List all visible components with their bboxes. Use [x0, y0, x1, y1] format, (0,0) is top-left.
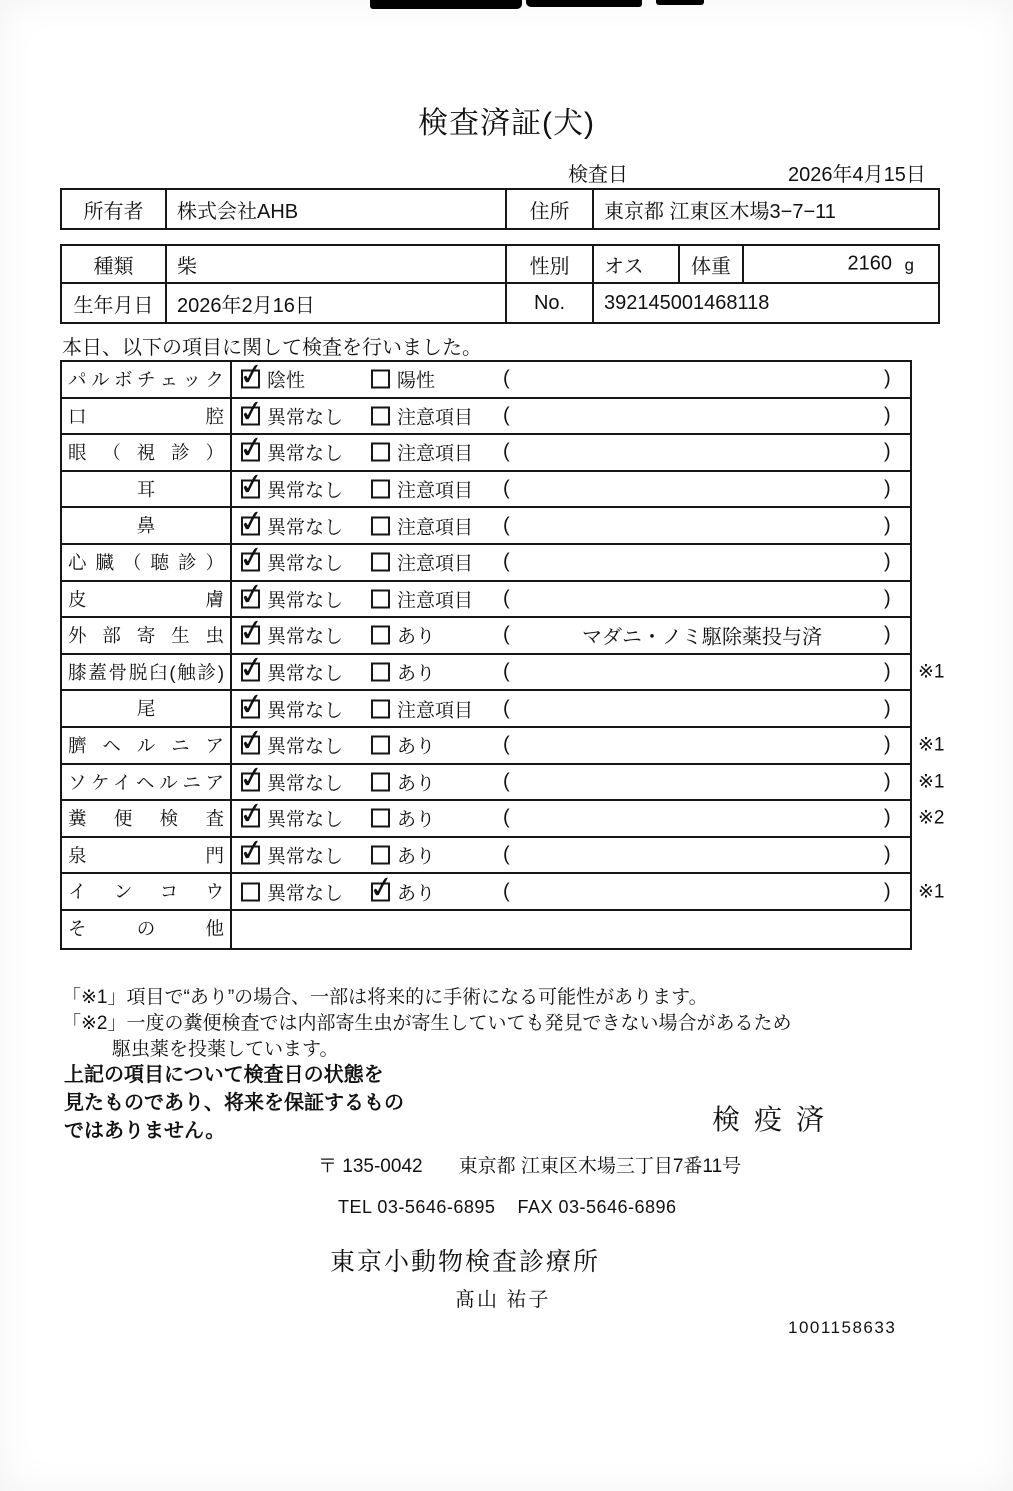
scan-artifact	[656, 0, 704, 5]
birthdate-value: 2026年2月16日	[167, 284, 507, 322]
checkbox-icon	[371, 699, 390, 718]
checklist-row	[62, 545, 910, 582]
option-1-label: 異常なし	[267, 809, 344, 831]
checkbox-icon	[241, 443, 260, 462]
breed-sex-weight-row	[62, 246, 938, 284]
option-2-label: あり	[397, 883, 436, 905]
checklist-row-label: パルボチェック	[62, 362, 232, 397]
option-1-group	[241, 366, 305, 393]
disclaimer-line-1: 上記の項目について検査日の状態を	[64, 1064, 384, 1086]
footnote-mark: ※1	[918, 771, 945, 793]
option-1-group	[241, 695, 343, 722]
checklist-row-content	[232, 838, 910, 873]
checklist-row	[62, 801, 945, 838]
checklist-row-label: その他	[62, 911, 232, 948]
checklist-row-content	[232, 911, 910, 948]
checklist-row-label: 耳	[62, 472, 232, 507]
checklist-row-label: 鼻	[62, 508, 232, 543]
checklist-row-content	[232, 362, 910, 397]
footnote-mark: ※1	[918, 661, 945, 683]
checklist-row	[62, 874, 945, 911]
option-2-label: 陽性	[397, 370, 436, 392]
option-1-label: 陰性	[267, 370, 306, 392]
checklist-row-label: 皮膚	[62, 582, 232, 617]
checkbox-icon	[241, 553, 260, 572]
checkbox-icon	[371, 516, 390, 535]
paren-open: (	[503, 843, 510, 866]
paren-close: )	[884, 880, 891, 903]
checkbox-icon	[241, 516, 260, 535]
paren-close: )	[884, 770, 891, 793]
checkbox-icon	[371, 553, 390, 572]
quarantine-stamp: 検疫済	[712, 1104, 839, 1135]
checklist-row	[62, 435, 910, 472]
checkbox-icon	[241, 699, 260, 718]
paren-content: マダニ・ノミ駆除薬投与済	[582, 626, 822, 649]
paren-close: )	[884, 367, 891, 390]
checkbox-icon	[241, 370, 260, 389]
checklist-row-content	[232, 472, 910, 507]
option-1-label: 異常なし	[267, 517, 344, 539]
checklist-row	[62, 655, 945, 692]
clinic-address-line	[318, 1151, 741, 1178]
disclaimer-line-2: 見たものであり、将来を保証するもの	[64, 1092, 404, 1114]
checkbox-icon	[371, 772, 390, 791]
checklist-row-content	[232, 435, 910, 470]
checklist-row-content	[232, 399, 910, 434]
footnote-1: 「※1」項目で“あり”の場合、一部は将来的に手術になる可能性があります。	[62, 987, 708, 1008]
option-2-label: 注意項目	[397, 700, 474, 722]
option-1-label: 異常なし	[267, 480, 344, 502]
intro-sentence: 本日、以下の項目に関して検査を行いました。	[62, 337, 482, 359]
option-1-group	[241, 622, 343, 649]
checklist-row-content	[232, 655, 910, 690]
checklist-row-label: 糞便検査	[62, 801, 232, 836]
option-2-label: 注意項目	[397, 590, 474, 612]
paren-open: (	[503, 880, 510, 903]
option-1-label: 異常なし	[267, 443, 344, 465]
checklist-row-content	[232, 545, 910, 580]
option-1-group	[241, 805, 343, 832]
paren-open: (	[503, 367, 510, 390]
no-label: No.	[507, 284, 594, 322]
serial-number: 1001158633	[788, 1318, 897, 1337]
option-2-group	[371, 732, 435, 759]
birth-no-row	[62, 284, 938, 322]
option-2-group	[371, 842, 435, 869]
checkbox-icon	[241, 882, 260, 901]
option-1-label: 異常なし	[267, 553, 344, 575]
option-2-label: 注意項目	[397, 553, 474, 575]
footnote-mark: ※1	[918, 734, 945, 756]
paren-close: )	[884, 440, 891, 463]
inspection-date-value: 2026年4月15日	[788, 164, 926, 186]
option-1-group	[241, 439, 343, 466]
paren-close: )	[884, 660, 891, 683]
checklist-row	[62, 838, 910, 875]
option-1-group	[241, 512, 343, 539]
footnote-mark: ※2	[918, 807, 945, 829]
option-2-group	[371, 402, 473, 429]
checkbox-icon	[371, 589, 390, 608]
footnote-mark: ※1	[918, 881, 945, 903]
checklist-row-content	[232, 582, 910, 617]
checkbox-icon	[371, 663, 390, 682]
address-label: 住所	[507, 190, 594, 228]
disclaimer-line-3: ではありません。	[64, 1120, 226, 1142]
checkbox-icon	[371, 736, 390, 755]
option-2-label: 注意項目	[397, 407, 474, 429]
option-1-group	[241, 732, 343, 759]
option-2-group	[371, 622, 435, 649]
option-1-label: 異常なし	[267, 883, 344, 905]
clinic-phone-line	[338, 1197, 677, 1218]
paren-open: (	[503, 806, 510, 829]
no-value: 392145001468118	[604, 291, 770, 314]
owner-row	[62, 190, 938, 228]
paren-close: )	[884, 806, 891, 829]
option-1-group	[241, 842, 343, 869]
clinic-name: 東京小動物検査診療所	[330, 1248, 601, 1276]
paren-close: )	[884, 550, 891, 573]
checklist-row-label: 臍ヘルニア	[62, 728, 232, 763]
weight-value-cell	[744, 246, 938, 282]
option-1-group	[241, 659, 343, 686]
checkbox-icon	[241, 809, 260, 828]
checklist-row-label: 膝蓋骨脱臼(触診)	[62, 655, 232, 690]
option-2-group	[371, 549, 473, 576]
scan-artifact	[526, 0, 642, 7]
paren-open: (	[503, 697, 510, 720]
sex-label: 性別	[507, 246, 594, 282]
checklist-row-content	[232, 801, 910, 836]
paren-close: )	[884, 697, 891, 720]
owner-value: 株式会社AHB	[167, 190, 507, 228]
option-2-label: あり	[397, 773, 436, 795]
paren-close: )	[884, 623, 891, 646]
checklist-row	[62, 362, 910, 399]
weight-label: 体重	[680, 246, 744, 282]
checkbox-icon	[241, 480, 260, 499]
footnote-2: 「※2」一度の糞便検査では内部寄生虫が寄生していても発見できない場合があるため	[62, 1013, 792, 1034]
checklist-row	[62, 728, 945, 765]
paren-close: )	[884, 477, 891, 500]
checklist-row	[62, 582, 910, 619]
weight-value: 2160	[847, 252, 892, 275]
checkbox-icon	[371, 626, 390, 645]
checkbox-icon	[241, 736, 260, 755]
option-2-label: あり	[397, 846, 436, 868]
option-1-group	[241, 402, 343, 429]
checkbox-icon	[241, 772, 260, 791]
checklist-row	[62, 618, 910, 655]
footnote-2-continued: 駆虫薬を投薬しています。	[112, 1039, 339, 1060]
option-2-group	[371, 878, 435, 905]
checkbox-icon	[371, 809, 390, 828]
disclaimer-paragraph	[64, 1061, 404, 1145]
checkbox-icon	[371, 846, 390, 865]
checklist-row-label: ソケイヘルニア	[62, 765, 232, 800]
checklist-row-label: 泉門	[62, 838, 232, 873]
option-2-group	[371, 439, 473, 466]
address-value: 東京都 江東区木場3−7−11	[604, 200, 836, 223]
paren-open: (	[503, 770, 510, 793]
birthdate-label: 生年月日	[62, 284, 167, 322]
checklist-table	[60, 360, 945, 950]
paren-open: (	[503, 477, 510, 500]
checklist-row-label: 心臓（聴診）	[62, 545, 232, 580]
paren-open: (	[503, 623, 510, 646]
checkbox-icon	[241, 663, 260, 682]
paren-open: (	[503, 660, 510, 683]
veterinarian-name: 髙山 祐子	[455, 1289, 551, 1311]
checklist-row-content	[232, 508, 910, 543]
sex-value: オス	[594, 246, 680, 282]
paren-close: )	[884, 733, 891, 756]
postal-code: 〒 135-0042	[318, 1156, 423, 1177]
paren-open: (	[503, 440, 510, 463]
option-2-group	[371, 768, 435, 795]
option-2-group	[371, 476, 473, 503]
tel-number: TEL 03-5646-6895	[338, 1197, 496, 1217]
option-1-label: 異常なし	[267, 700, 344, 722]
option-2-group	[371, 366, 435, 393]
option-2-label: あり	[397, 809, 436, 831]
option-1-label: 異常なし	[267, 626, 344, 648]
option-2-group	[371, 695, 473, 722]
option-1-label: 異常なし	[267, 846, 344, 868]
checklist-row-content	[232, 728, 910, 763]
owner-table	[60, 188, 940, 230]
fax-number: FAX 03-5646-6896	[517, 1197, 677, 1217]
checklist-row	[62, 508, 910, 545]
checkbox-icon	[241, 589, 260, 608]
paren-close: )	[884, 404, 891, 427]
checklist-row-label: インコウ	[62, 874, 232, 909]
option-1-group	[241, 476, 343, 503]
paren-open: (	[503, 587, 510, 610]
scan-artifact	[370, 0, 522, 9]
checklist-row	[62, 399, 910, 436]
checklist-row	[62, 765, 945, 802]
paren-close: )	[884, 514, 891, 537]
checkbox-icon	[241, 406, 260, 425]
paren-open: (	[503, 514, 510, 537]
paren-open: (	[503, 733, 510, 756]
option-2-label: あり	[397, 736, 436, 758]
option-1-label: 異常なし	[267, 407, 344, 429]
clinic-street-address: 東京都 江東区木場三丁目7番11号	[458, 1156, 742, 1177]
checkbox-icon	[241, 626, 260, 645]
option-2-group	[371, 805, 435, 832]
paren-close: )	[884, 843, 891, 866]
document-title: 検査済証(犬)	[418, 107, 595, 140]
checklist-row-label: 外部寄生虫	[62, 618, 232, 653]
breed-label: 種類	[62, 246, 167, 282]
option-1-label: 異常なし	[267, 663, 344, 685]
option-2-label: あり	[397, 626, 436, 648]
checklist-row-content	[232, 765, 910, 800]
checkbox-icon	[371, 370, 390, 389]
checklist-row	[62, 911, 910, 948]
option-1-label: 異常なし	[267, 590, 344, 612]
paren-open: (	[503, 550, 510, 573]
option-1-group	[241, 878, 343, 905]
paren-close: )	[884, 587, 891, 610]
checklist-row	[62, 472, 910, 509]
inspection-date-label: 検査日	[568, 164, 628, 186]
checkbox-icon	[371, 882, 390, 901]
checklist-row-label: 尾	[62, 691, 232, 726]
option-1-group	[241, 549, 343, 576]
option-2-group	[371, 512, 473, 539]
option-2-label: 注意項目	[397, 443, 474, 465]
option-2-label: あり	[397, 663, 436, 685]
checklist-row-content	[232, 874, 910, 909]
checklist-row-label: 口腔	[62, 399, 232, 434]
checklist-row	[62, 691, 910, 728]
paren-open: (	[503, 404, 510, 427]
option-2-label: 注意項目	[397, 480, 474, 502]
option-1-label: 異常なし	[267, 773, 344, 795]
option-2-label: 注意項目	[397, 517, 474, 539]
checklist-row-label: 眼（視診）	[62, 435, 232, 470]
checklist-row-content	[232, 691, 910, 726]
option-2-group	[371, 659, 435, 686]
weight-unit: g	[904, 255, 914, 275]
option-2-group	[371, 585, 473, 612]
animal-info-table	[60, 244, 940, 324]
checkbox-icon	[371, 480, 390, 499]
checkbox-icon	[371, 443, 390, 462]
checkbox-icon	[241, 846, 260, 865]
checklist-row-content	[232, 618, 910, 653]
checkbox-icon	[371, 406, 390, 425]
breed-value: 柴	[167, 246, 507, 282]
option-1-group	[241, 585, 343, 612]
option-1-label: 異常なし	[267, 736, 344, 758]
option-1-group	[241, 768, 343, 795]
owner-label: 所有者	[62, 190, 167, 228]
